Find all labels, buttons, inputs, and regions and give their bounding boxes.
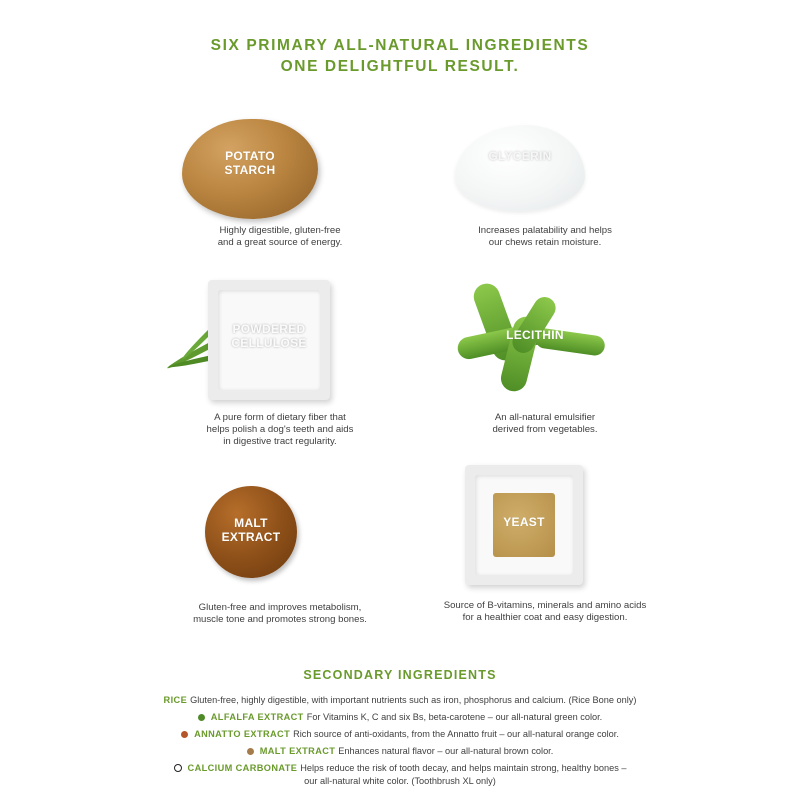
secondary-item-rice	[0, 694, 800, 706]
cellulose-bowl-image	[130, 272, 430, 402]
secondary-item-text: Gluten-free, highly digestible, with important nutrients such as iron, phosphorus and calcium. (Rice Bone only)	[190, 695, 637, 705]
secondary-item-name: MALT EXTRACT	[259, 746, 336, 756]
ingredient-label: POTATO STARCH	[224, 149, 276, 177]
malt-drop-image	[130, 478, 430, 588]
yeast-bowl-image	[395, 463, 695, 593]
secondary-item-text: our all-natural white color. (Toothbrush XL only)	[304, 776, 496, 786]
edamame-image	[395, 272, 695, 402]
glycerin-drop-image	[395, 113, 695, 223]
ingredient-glycerin	[395, 113, 695, 248]
ingredient-description: Increases palatability and helps our chews retain moisture.	[478, 225, 612, 248]
brown-dot-icon	[247, 748, 254, 755]
secondary-item-name: CALCIUM CARBONATE	[187, 763, 298, 773]
ingredient-yeast	[395, 463, 695, 623]
ingredient-potato-starch	[130, 113, 430, 248]
orange-dot-icon	[181, 731, 188, 738]
ingredient-description: Highly digestible, gluten-free and a great source of energy.	[217, 225, 343, 248]
ingredient-description: An all-natural emulsifier derived from vegetables.	[492, 412, 598, 435]
secondary-item-calcium-cont	[0, 775, 800, 787]
secondary-item-text: For Vitamins K, C and six Bs, beta-carotene – our all-natural green color.	[306, 712, 603, 722]
secondary-item-text: Enhances natural flavor – our all-natural brown color.	[338, 746, 554, 756]
headline-line-1: SIX PRIMARY ALL-NATURAL INGREDIENTS	[210, 37, 590, 54]
secondary-item-text: Helps reduce the risk of tooth decay, and helps maintain strong, healthy bones –	[300, 763, 627, 773]
secondary-item-annatto	[0, 728, 800, 740]
ingredient-powdered-cellulose	[130, 272, 430, 452]
headline-line-2: ONE DELIGHTFUL RESULT.	[280, 58, 520, 75]
ingredient-label: GLYCERIN	[488, 149, 552, 163]
secondary-item-name: ALFALFA EXTRACT	[210, 712, 304, 722]
white-dot-icon	[174, 764, 182, 772]
ingredient-label: POWDERED CELLULOSE	[231, 322, 307, 350]
ingredient-description: Source of B-vitamins, minerals and amino acids for a healthier coat and easy digestion.	[443, 600, 647, 623]
secondary-item-alfalfa	[0, 711, 800, 723]
ingredient-label: MALT EXTRACT	[221, 516, 281, 544]
potato-image	[130, 113, 430, 223]
ingredient-label: LECITHIN	[506, 328, 564, 342]
green-dot-icon	[198, 714, 205, 721]
ingredient-description: Gluten-free and improves metabolism, muscle tone and promotes strong bones.	[193, 602, 367, 625]
secondary-item-name: ANNATTO EXTRACT	[194, 729, 291, 739]
secondary-item-text: Rich source of anti-oxidants, from the Annatto fruit – our all-natural orange color.	[293, 729, 619, 739]
secondary-item-name: RICE	[163, 695, 188, 705]
ingredient-label: YEAST	[503, 515, 545, 529]
secondary-title: SECONDARY INGREDIENTS	[303, 668, 497, 682]
secondary-item-malt	[0, 745, 800, 757]
secondary-item-calcium	[0, 762, 800, 774]
ingredient-malt-extract	[130, 478, 430, 625]
ingredient-lecithin	[395, 272, 695, 435]
ingredient-description: A pure form of dietary fiber that helps polish a dog's teeth and aids in digestive tract regularity.	[206, 412, 354, 447]
